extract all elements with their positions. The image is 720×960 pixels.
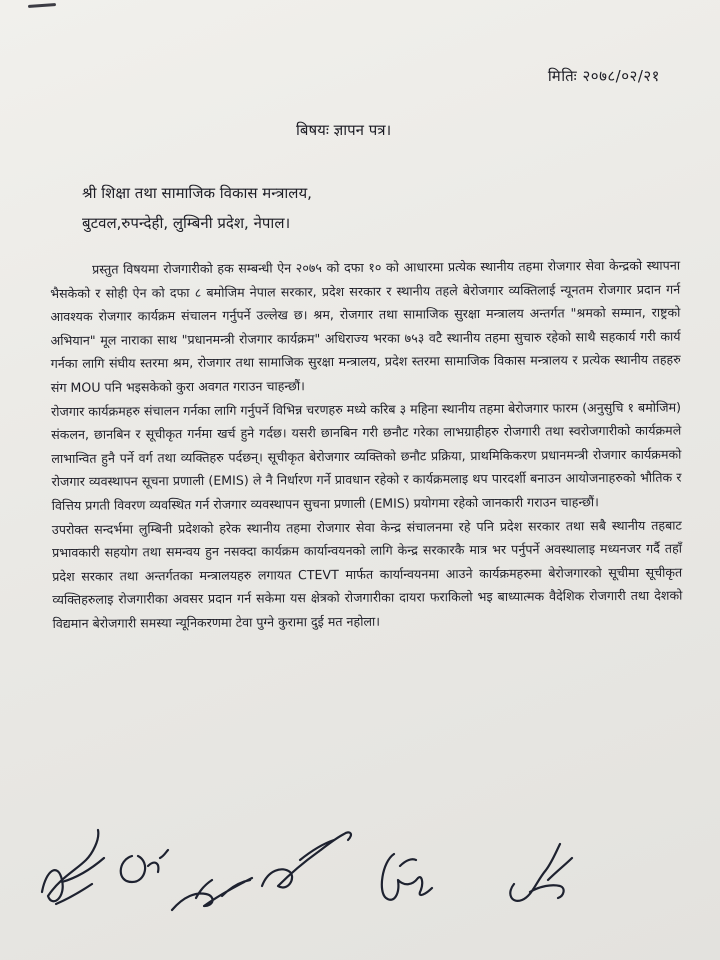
letter-date: मितिः २०७८/०२/२१ [547, 67, 660, 85]
signature-6 [510, 844, 572, 901]
letter-subject: बिषयः ज्ञापन पत्र। [296, 121, 392, 139]
signature-5 [382, 854, 432, 900]
body-paragraph-2: रोजगार कार्यक्रमहरु संचालन गर्नका लागि गर्नुपर्ने विभिन्न चरणहरु मध्ये करिब ३ महिना स्थानीय तहमा बेरोजगार फारम (अनुसुचि १ बमोजिम) संकलन, छानबिन र सूचीकृत गर्नमा खर्च हुने गर्दछ। यसरी छानबिन गरी छनौट गरेका लाभग्राहीहरु रोजगारी तथा स्वरोजगारीको कार्यक्रमले लाभान्वित हुनै पर्ने वर्ग तथा व्यक्तिहरु पर्दछन्। सूचीकृत बेरोजगार व्यक्तिको छनौट प्रक्रिया, प्राथमिकिकरण प्रधानमन्त्री रोजगार कार्यक्रमको रोजगार व्यवस्थापन सूचना प्रणाली (EMIS) ले नै निर्धारण गर्ने प्रावधान रहेको र कार्यक्रमलाइ थप पारदर्शी बनाउन आयोजनाहरुको भौतिक र वित्तिय प्रगती विवरण व्यवस्थित गर्न रोजगार व्यवस्थापन सुचना प्रणाली (EMIS) प्रयोगमा रहेको जानकारी गराउन चाहन्छौं। [51, 399, 682, 513]
signature-2 [121, 850, 168, 882]
signature-1 [42, 830, 104, 904]
recipient-line-1: श्री शिक्षा तथा सामाजिक विकास मन्त्रालय, [82, 184, 312, 202]
recipient-address [82, 178, 312, 238]
letter-body [50, 254, 683, 636]
signature-area [0, 800, 720, 950]
signature-3 [172, 878, 252, 910]
recipient-line-2: बुटवल,रुपन्देही, लुम्बिनी प्रदेश, नेपाल। [82, 214, 291, 232]
body-paragraph-1: प्रस्तुत विषयमा रोजगारीको हक सम्बन्धी ऐन २०७५ को दफा १० को आधारमा प्रत्येक स्थानीय तहमा रोजगार सेवा केन्द्रको स्थापना भैसकेको र सोही ऐन को दफा ८ बमोजिम नेपाल सरकार, प्रदेश सरकार र स्थानीय तहले बेरोजगार व्यक्तिलाई न्यूनतम रोजगार प्रदान गर्न आवश्यक रोजगार कार्यक्रम संचालन गर्नुपर्ने उल्लेख छ। श्रम, रोजगार तथा सामाजिक सुरक्षा मन्त्रालय अन्तर्गत "श्रमको सम्मान, राष्ट्रको अभियान" मूल नाराका साथ "प्रधानमन्त्री रोजगार कार्यक्रम" अधिराज्य भरका ७५३ वटै स्थानीय तहमा सुचारु रहेको साथै सहकार्य गरी कार्य गर्नका लागि संघीय स्तरमा श्रम, रोजगार तथा सामाजिक सुरक्षा मन्त्रालय, प्रदेश स्तरमा सामाजिक विकास मन्त्रालय र प्रत्येक स्थानीय तहहरु संग MOU पनि भइसकेको कुरा अवगत गराउन चाहन्छौं। [50, 257, 681, 395]
signature-4 [262, 832, 351, 887]
ink-mark [28, 3, 56, 8]
body-paragraph-3: उपरोक्त सन्दर्भमा लुम्बिनी प्रदेशको हरेक स्थानीय तहमा रोजगार सेवा केन्द्र संचालनमा रहे पनि प्रदेश सरकार तथा सबै स्थानीय तहबाट प्रभावकारी सहयोग तथा समन्वय हुन नसक्दा कार्यक्रम कार्यान्वयनको लागि केन्द्र सरकारकै मात्र भर पर्नुपर्ने अवस्थालाइ मध्यनजर गर्दै तहाँ प्रदेश सरकार तथा अन्तर्गतका मन्त्रालयहरु लगायत CTEVT मार्फत कार्यान्वयनमा आउने कार्यक्रमहरुमा बेरोजगारको सूचीमा सूचीकृत व्यक्तिहरुलाइ रोजगारीका अवसर प्रदान गर्न सकेमा यस क्षेत्रको रोजगारीका दायरा फराकिलो भइ बाध्यात्मक वैदेशिक रोजगारी तथा देशको विद्यमान बेरोजगारी समस्या न्यूनिकरणमा टेवा पुग्ने कुरामा दुई मत नहोला। [51, 517, 683, 631]
